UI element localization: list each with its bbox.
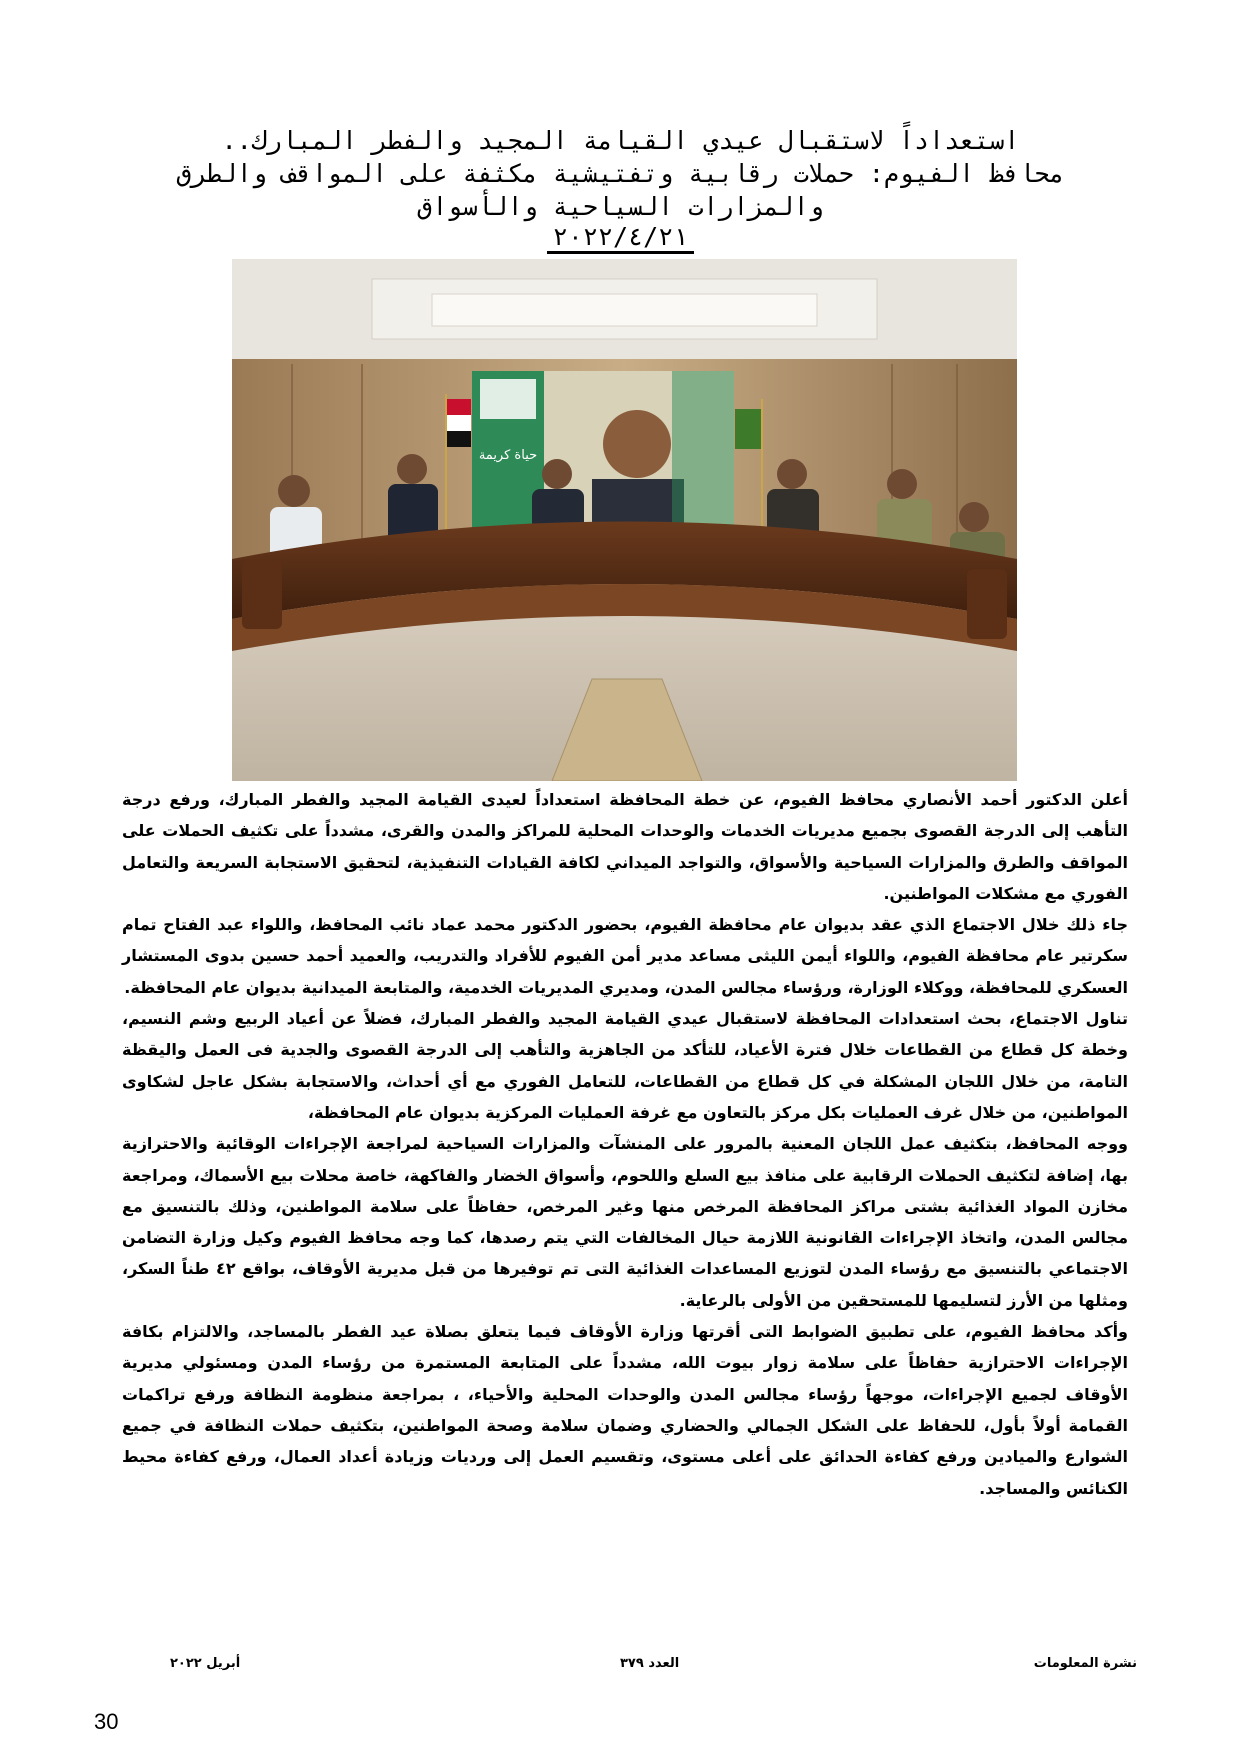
article-body — [122, 784, 1128, 1504]
headline — [90, 124, 1151, 254]
article-paragraph: وأكد محافظ الفيوم، على تطبيق الضوابط التى أقرتها وزارة الأوقاف فيما يتعلق بصلاة عيد الفطر بالمساجد، والالتزام بكافة الإجراءات الاحترازية حفاظاً على سلامة زوار بيوت الله، مشدداً على المتابعة المستمرة من رؤساء المدن ومسئولي مديرية الأوقاف لجميع الإجراءات، موجهاً رؤساء مجالس المدن والوحدات المحلية والأحياء، ، بمراجعة منظومة النظافة ورفع تراكمات القمامة أولاً بأول، للحفاظ على الشكل الجمالي والحضاري وضمان سلامة وصحة المواطنين، بتكثيف حملات النظافة في جميع الشوارع والميادين ورفع كفاءة الحدائق على أعلى مستوى، وتقسيم العمل إلى ورديات وزيادة أعداد العمال، ورفع كفاءة محيط الكنائس والمساجد. — [122, 1322, 1128, 1498]
banner-text: حياة كريمة — [478, 448, 538, 463]
page-number: 30 — [94, 1709, 119, 1734]
footer-date: أبريل ٢٠٢٢ — [170, 1656, 241, 1671]
footer-issue: العدد ٣٧٩ — [620, 1656, 680, 1671]
article-paragraph: ووجه المحافظ، بتكثيف عمل اللجان المعنية بالمرور على المنشآت والمزارات السياحية لمراجعة الإجراءات الوقائية والاحترازية بها، إضافة لتكثيف الحملات الرقابية على منافذ بيع السلع واللحوم، وأسواق الخضار والفاكهة، خاصة محلات بيع الأسماك، ومراجعة مخازن المواد الغذائية بشتى مراكز المحافظة المرخص منها وغير المرخص، حفاظاً على سلامة المواطنين، وذلك بالتنسيق مع مجالس المدن، واتخاذ الإجراءات القانونية اللازمة حيال المخالفات التي يتم رصدها، كما وجه محافظ الفيوم وكيل وزارة التضامن الاجتماعي بالتنسيق مع رؤساء المدن لتوزيع المساعدات الغذائية التى تم توفيرها من قبل مديرية الأوقاف، بواقع ٤٢ طناً السكر، ومثلها من الأرز لتسليمها للمستحقين من الأولى بالرعاية. — [122, 1134, 1128, 1310]
article-paragraph: تناول الاجتماع، بحث استعدادات المحافظة لاستقبال عيدي القيامة المجيد والفطر المبارك، فضلاً عن أعياد الربيع وشم النسيم، وخطة كل قطاع من القطاعات خلال فترة الأعياد، للتأكد من الجاهزية والتأهب إلى الدرجة القصوى والجدية فى العمل واليقظة التامة، من خلال اللجان المشكلة في كل قطاع من القطاعات، للتعامل الفوري مع أي أحداث، والاستجابة بشكل عاجل لشكاوى المواطنين، من خلال غرف العمليات بكل مركز بالتعاون مع غرفة العمليات المركزية بديوان عام المحافظة، — [122, 1009, 1128, 1122]
headline-line-2: محافظ الفيوم: حملات رقابية وتفتيشية مكثفة على المواقف والطرق — [176, 159, 1065, 188]
footer-publication: نشرة المعلومات — [1033, 1656, 1137, 1671]
meeting-photo — [232, 259, 1017, 781]
headline-line-3: والمزارات السياحية والأسواق — [417, 192, 824, 221]
article-paragraph: جاء ذلك خلال الاجتماع الذي عقد بديوان عام محافظة الفيوم، بحضور الدكتور محمد عماد نائب المحافظ، واللواء عبد الفتاح تمام سكرتير عام محافظة الفيوم، واللواء أيمن الليثى مساعد مدير أمن الفيوم للأفراد والتدريب، والعميد أحمد حسين بدوى المستشار العسكري للمحافظة، ووكلاء الوزارة، ورؤساء مجالس المدن، ومديري المديريات الخدمية، والمتابعة الميدانية بديوان عام المحافظة. — [122, 915, 1128, 997]
headline-date: ٢٠٢٢/٤/٢١ — [547, 223, 694, 254]
headline-line-1: استعداداً لاستقبال عيدي القيامة المجيد والفطر المبارك.. — [221, 126, 1020, 155]
article-paragraph: أعلن الدكتور أحمد الأنصاري محافظ الفيوم، عن خطة المحافظة استعداداً لعيدى القيامة المجيد والفطر المبارك، ورفع درجة التأهب إلى الدرجة القصوى بجميع مديريات الخدمات والوحدات المحلية للمراكز والمدن والقرى، مشدداً على تكثيف الحملات على المواقف والطرق والمزارات السياحية والأسواق، والتواجد الميداني لكافة القيادات التنفيذية، لتحقيق الاستجابة السريعة والتعامل الفوري مع مشكلات المواطنين. — [122, 790, 1128, 903]
